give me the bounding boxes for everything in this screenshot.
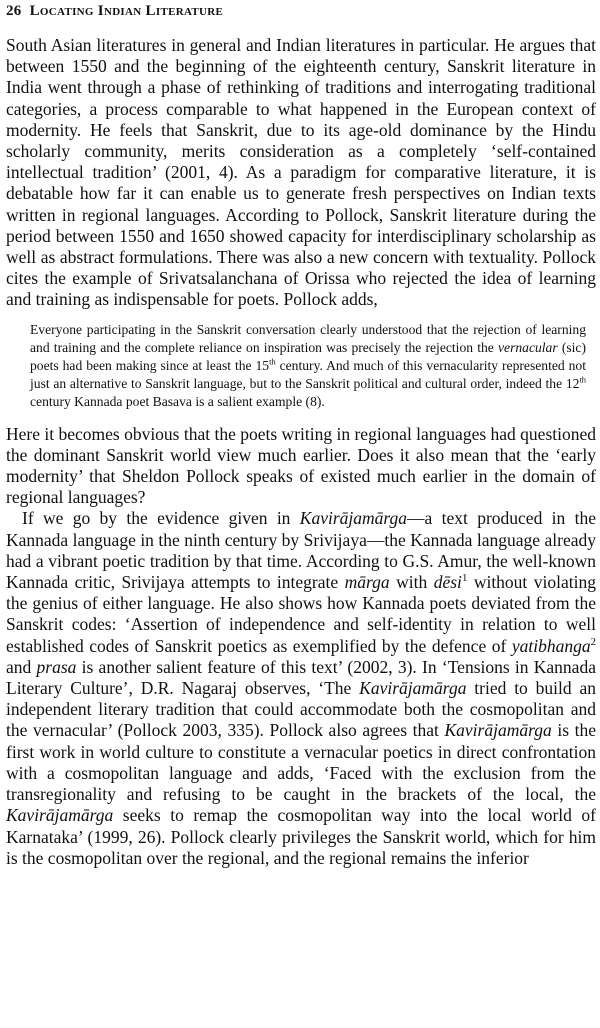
p3-text-3: with	[389, 572, 434, 593]
p3-text-5: and	[6, 656, 37, 677]
p3-term-yatibhanga: yatibhanga	[511, 635, 591, 656]
running-title: Locating Indian Literature	[29, 3, 224, 19]
quote-superscript-1: th	[269, 356, 276, 367]
p3-title-kavirajamarga-2: Kavirājamārga	[359, 678, 467, 699]
running-header	[6, 3, 223, 20]
p3-title-kavirajamarga-3: Kavirājamārga	[444, 720, 552, 741]
p3-title-kavirajamarga-1: Kavirājamārga	[299, 508, 408, 529]
p3-term-desi: dēsi	[433, 572, 462, 593]
page-number: 26	[6, 3, 22, 19]
paragraph-1: South Asian literatures in general and Indian literatures in particular. He argues that between 1550 and the beginning of the eighteenth century, Sanskrit literature in India went through a phase of rethinking of traditions and interrogating traditional categories, a process comparable to what happened in the European context of modernity. He feels that Sanskrit, due to its age-old dominance by the Hindu scholarly community, merits consideration as a completely ‘self-contained intellectual tradition’ (2001, 4). As a paradigm for comparative literature, it is debatable how far it can enable us to generate fresh perspectives on Indian texts written in regional languages. According to Pollock, Sanskrit literature during the period between 1550 and 1650 showed capacity for interdisciplinary scholarship as well as abstract formulations. There was also a new concern with textuality. Pollock cites the example of Srivatsalanchana of Orissa who rejected the idea of learning and training as indispensable for poets. Pollock adds,	[6, 35, 596, 310]
p3-term-prasa: prasa	[36, 656, 77, 677]
quote-superscript-2: th	[579, 374, 586, 385]
paragraph-2: Here it becomes obvious that the poets writing in regional languages had questioned the dominant Sanskrit world view much earlier. Does it also mean that the ‘early modernity’ that Sheldon Pollock speaks of existed much earlier in the domain of regional languages?	[6, 423, 596, 508]
p3-text-2: —a text produced in the Kannada language in the ninth century by Srivijaya—the Kannada language already had a vibrant poetic tradition by that time. According to G.S. Amur, the well-known Kannada critic, Srivijaya attempts to integrate	[6, 508, 596, 593]
p3-term-marga: mārga	[344, 572, 390, 593]
paragraph-3	[6, 508, 596, 868]
quote-text-4: century Kannada poet Basava is a salient example (8).	[30, 393, 325, 409]
quote-emphasis-vernacular: vernacular	[498, 339, 558, 355]
footnote-ref-2[interactable]: 2	[590, 635, 596, 648]
quote-text-2: (sic) poets had been making since at least the 15	[30, 339, 586, 373]
p3-title-kavirajamarga-4: Kavirājamārga	[6, 805, 114, 826]
p3-text-1: If we go by the evidence given in	[22, 508, 300, 529]
block-quote	[30, 321, 586, 411]
quote-text-1: Everyone participating in the Sanskrit conversation clearly understood that the rejection of learning and training and the complete reliance on inspiration was precisely the rejection the	[30, 321, 586, 355]
p3-text-7: tried to build an independent literary tradition that could accommodate both the cosmopolitan and the vernacular’ (Pollock 2003, 335). Pollock also agrees that	[6, 678, 596, 741]
body-text	[6, 35, 596, 869]
footnote-ref-1[interactable]: 1	[461, 572, 468, 585]
p3-text-4: without violating the genius of either language. He also shows how Kannada poets deviated from the Sanskrit codes: ‘Assertion of independence and self-identity in relation to well established codes of Sanskrit poetics as exemplified by the defence of	[6, 572, 596, 656]
p3-text-9: seeks to remap the cosmopolitan way into the local world of Karnataka’ (1999, 26). Pollock clearly privileges the Sanskrit world, which for him is the cosmopolitan over the regional, and the regional remains the inferior	[6, 805, 596, 868]
p3-text-6: is another salient feature of this text’ (2002, 3). In ‘Tensions in Kannada Literary Culture’, D.R. Nagaraj observes, ‘The	[6, 656, 596, 699]
p3-text-8: is the first work in world culture to constitute a vernacular poetics in direct confrontation with a cosmopolitan language and adds, ‘Faced with the exclusion from the transregionality and refusing to be caught in the brackets of the local, the	[6, 720, 596, 805]
quote-text-3: century. And much of this vernacularity represented not just an alternative to Sanskrit language, but to the Sanskrit political and cultural order, indeed the 12	[30, 357, 586, 391]
